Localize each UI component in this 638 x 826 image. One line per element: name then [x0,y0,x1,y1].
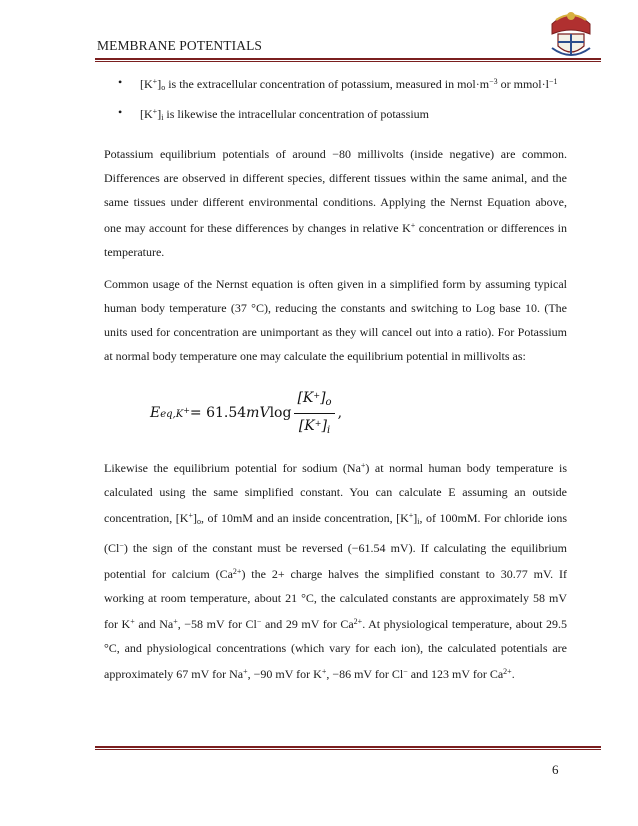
paragraph: Common usage of the Nernst equation is often given in a simplified form by assuming typical human body temperature (37 °C), reducing the constants and switching to Log base 10. (The units used for concentration are unimportant as they will cancel out into a ratio). For Potassium at normal body temperature one may calculate the equilibrium potential in millivolts as: [104,277,567,363]
paragraph-text: and Na [134,617,174,631]
list-item-text: is likewise the intracellular concentration of potassium [163,107,430,121]
list-item [104,100,567,130]
fraction-numerator [294,387,334,414]
definition-list [104,70,567,130]
paragraph-text: . [511,667,515,681]
superscript: + [410,221,416,230]
symbol-text: ] [157,77,162,91]
subscript: o [196,517,201,526]
paragraph-text: , −86 mV for Cl [326,667,404,681]
running-header: MEMBRANE POTENTIALS [97,38,263,53]
paragraph-text: . At physiological temperature, about 29.5 °C, and physiological concentrations (which vary for each ion), the calculated potentials are approximately 67 mV for Na [104,617,567,681]
list-item [104,70,567,100]
denominator-text: [K [298,417,315,434]
page-number: 6 [552,762,559,777]
paragraph-text: concentration or differences in temperature. [104,221,567,259]
subscript: i [326,424,331,436]
equation-subscript [160,399,190,427]
paragraph-text: ) the 2+ charge halves the simplified constant to 30.77 mV. If working at room temperature, about 21 °C, the calculated constants are approximately 58 mV for K [104,567,567,631]
equation-lhs: E [150,405,161,421]
header-rule-thin [95,61,601,62]
paragraph-text: ] [413,511,418,525]
list-item-text: or mmol·l [497,77,549,91]
subscript-text: eq,K [160,409,184,420]
superscript: + [152,107,158,116]
superscript: + [321,667,327,676]
superscript: + [183,406,190,415]
subscript: o [161,83,166,92]
bullet-icon: • [118,75,123,89]
equation-comma: , [337,405,343,421]
equation-unit: mV [246,405,270,421]
symbol-text: ] [157,107,162,121]
footer-rule-thin [95,749,601,750]
numerator-text: [K [297,389,314,406]
superscript: 2+ [232,567,242,576]
footer-rule [95,746,601,748]
superscript: − [119,541,124,550]
paragraph-text: ] [192,511,197,525]
fraction-denominator [296,414,333,440]
paragraph-text: ) the sign of the constant must be reversed (−61.54 mV). If calculating the equilibrium potential for calcium (Ca [104,541,567,581]
list-item-text: is the extracellular concentration of potassium, measured in mol·m [165,77,490,91]
superscript: − [256,617,262,626]
superscript: 2+ [503,667,512,676]
superscript: + [130,617,135,626]
paragraph-text: Potassium equilibrium potentials of around −80 millivolts (inside negative) are common. Differences are observed in different species, different tissues within the same animal, and the same tissues under different environmental conditions. Applying the Nernst Equation above, one may account for these differences by changes in relative K [104,147,567,235]
superscript: + [173,617,178,626]
bullet-icon: • [118,105,123,119]
paragraph-text: , −58 mV for Cl [177,617,257,631]
college-crest-icon [548,4,594,60]
paragraph [104,454,567,686]
equation-log: log [269,405,292,421]
superscript: + [243,667,248,676]
numerator-text: ] [320,389,326,406]
paragraph [104,142,567,264]
superscript: − [403,667,408,676]
superscript: + [360,461,366,470]
paragraph-text: , −90 mV for K [247,667,322,681]
subscript: o [325,396,332,408]
superscript: 2+ [353,617,363,626]
superscript: −1 [548,77,558,86]
superscript: + [408,511,414,520]
superscript: + [188,511,193,520]
paragraph-text: Likewise the equilibrium potential for sodium (Na [104,461,361,475]
header-rule [95,58,601,60]
subscript: i [417,517,420,526]
nernst-equation [104,376,567,448]
denominator-text: ] [321,417,327,434]
superscript: + [152,77,158,86]
equation-fraction [294,387,334,440]
paragraph-text: ) at normal human body temperature is calculated using the same simplified constant. You can calculate E assuming an outside concentration, [K [104,461,567,525]
body-text [104,70,567,694]
equation-constant: = 61.54 [189,405,247,421]
subscript: i [161,113,164,122]
symbol-text: [K [140,107,153,121]
paragraph-text: , of 10mM and an inside concentration, [K [200,511,409,525]
paragraph-text: , of 100mM. For chloride ions (Cl [104,511,567,555]
paragraph-text: and 29 mV for Ca [261,617,354,631]
superscript: −3 [489,77,498,86]
paragraph-text: and 123 mV for Ca [407,667,504,681]
superscript: + [313,390,321,400]
superscript: + [314,418,322,428]
symbol-text: [K [140,77,153,91]
